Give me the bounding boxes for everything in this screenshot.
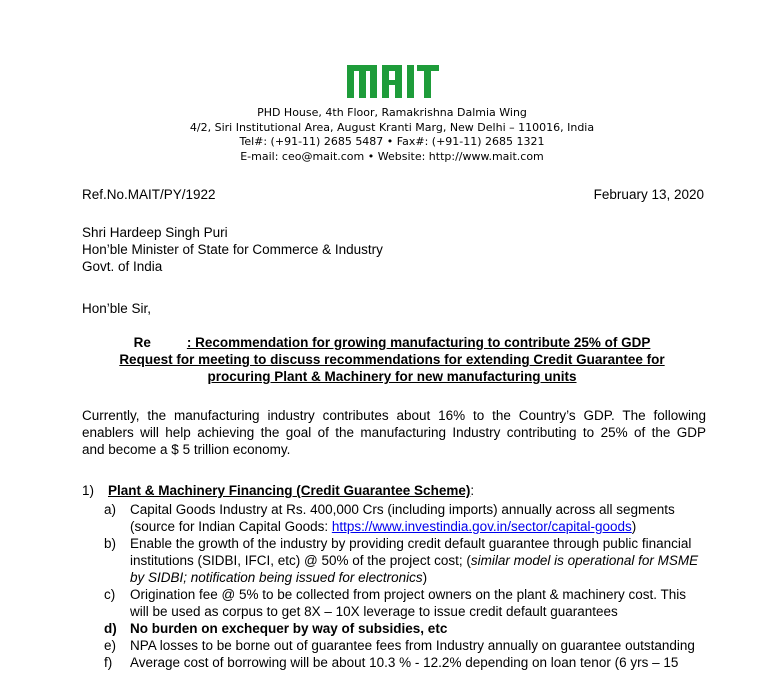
intro-line-2: enablers will help achieving the goal of the manufacturing Industry contributing to 25% of the GDP xyxy=(82,425,706,440)
letter-date: February 13, 2020 xyxy=(593,187,704,202)
list-item: a) Capital Goods Industry at Rs. 400,000 Crs (including imports) annually across all segments (source for Indian Capital Goods: https://www.investindia.gov.in/sector/capital-goods) xyxy=(104,501,714,535)
item-label: e) xyxy=(104,638,117,653)
addressee-title: Hon’ble Minister of State for Commerce & Industry xyxy=(82,242,383,257)
item-label: d) xyxy=(104,621,117,636)
item-label: a) xyxy=(104,502,117,517)
item-text: Origination fee @ 5% to be collected from project owners on the plant & machinery cost. This xyxy=(130,587,686,602)
list-item xyxy=(104,586,714,620)
section-items xyxy=(104,501,714,671)
letterhead-address xyxy=(0,106,784,164)
item-label: f) xyxy=(104,655,113,670)
addressee-org: Govt. of India xyxy=(82,259,163,274)
salutation: Hon’ble Sir, xyxy=(82,301,152,316)
list-item xyxy=(104,654,714,671)
item-text: (source for Indian Capital Goods: xyxy=(130,519,332,534)
subject-line-2: Request for meeting to discuss recommendations for extending Credit Guarantee for xyxy=(119,352,665,367)
intro-paragraph xyxy=(82,407,706,458)
item-label: b) xyxy=(104,536,117,551)
item-text: will be used as corpus to get 8X – 10X leverage to issue credit default guarantees xyxy=(130,604,618,619)
section-heading: Plant & Machinery Financing (Credit Guarantee Scheme): xyxy=(108,483,475,498)
intro-line-1: Currently, the manufacturing industry contributes about 16% to the Country’s GDP. The following xyxy=(82,408,706,423)
mait-logo xyxy=(345,62,440,98)
item-text: Capital Goods Industry at Rs. 400,000 Crs (including imports) annually across all segments xyxy=(130,502,675,517)
item-text: NPA losses to be borne out of guarantee fees from Industry annually on guarantee outstanding xyxy=(130,638,695,653)
list-item xyxy=(104,637,714,654)
address-line: Tel#: (+91-11) 2685 5487 • Fax#: (+91-11) 2685 1321 xyxy=(239,135,545,148)
investindia-link[interactable]: https://www.investindia.gov.in/sector/capital-goods xyxy=(331,519,632,534)
re-label: Re xyxy=(133,335,151,350)
list-item: b) Enable the growth of the industry by providing credit default guarantee through public financial institutions (SIDBI, IFCI, etc) @ 50% of the project cost; (similar model is operational for MSME by SIDBI; notification being issued for electronics) xyxy=(104,535,714,586)
subject-line-3: procuring Plant & Machinery for new manufacturing units xyxy=(207,369,577,384)
address-line: PHD House, 4th Floor, Ramakrishna Dalmia Wing xyxy=(257,106,527,119)
section-number: 1) xyxy=(82,483,95,498)
subject-line-1 xyxy=(82,334,702,351)
reference-line xyxy=(82,186,704,203)
item-text: Enable the growth of the industry by providing credit default guarantee through public financial xyxy=(130,536,692,551)
item-text: No burden on exchequer by way of subsidies, etc xyxy=(130,621,448,636)
address-line: E-mail: ceo@mait.com • Website: http://www.mait.com xyxy=(240,149,544,163)
reference-number: Ref.No.MAIT/PY/1922 xyxy=(82,187,216,202)
address-line: 4/2, Siri Institutional Area, August Kranti Marg, New Delhi – 110016, India xyxy=(189,120,595,134)
item-label: c) xyxy=(104,587,116,602)
subject-text-1: : Recommendation for growing manufacturing to contribute 25% of GDP xyxy=(186,335,651,350)
list-item xyxy=(104,620,714,637)
addressee-name: Shri Hardeep Singh Puri xyxy=(82,225,228,240)
item-text: Average cost of borrowing will be about 10.3 % - 12.2% depending on loan tenor (6 yrs – 15 xyxy=(130,655,679,670)
addressee-block xyxy=(82,224,383,275)
intro-line-3: and become a $ 5 trillion economy. xyxy=(82,442,291,457)
subject-block xyxy=(82,334,702,385)
